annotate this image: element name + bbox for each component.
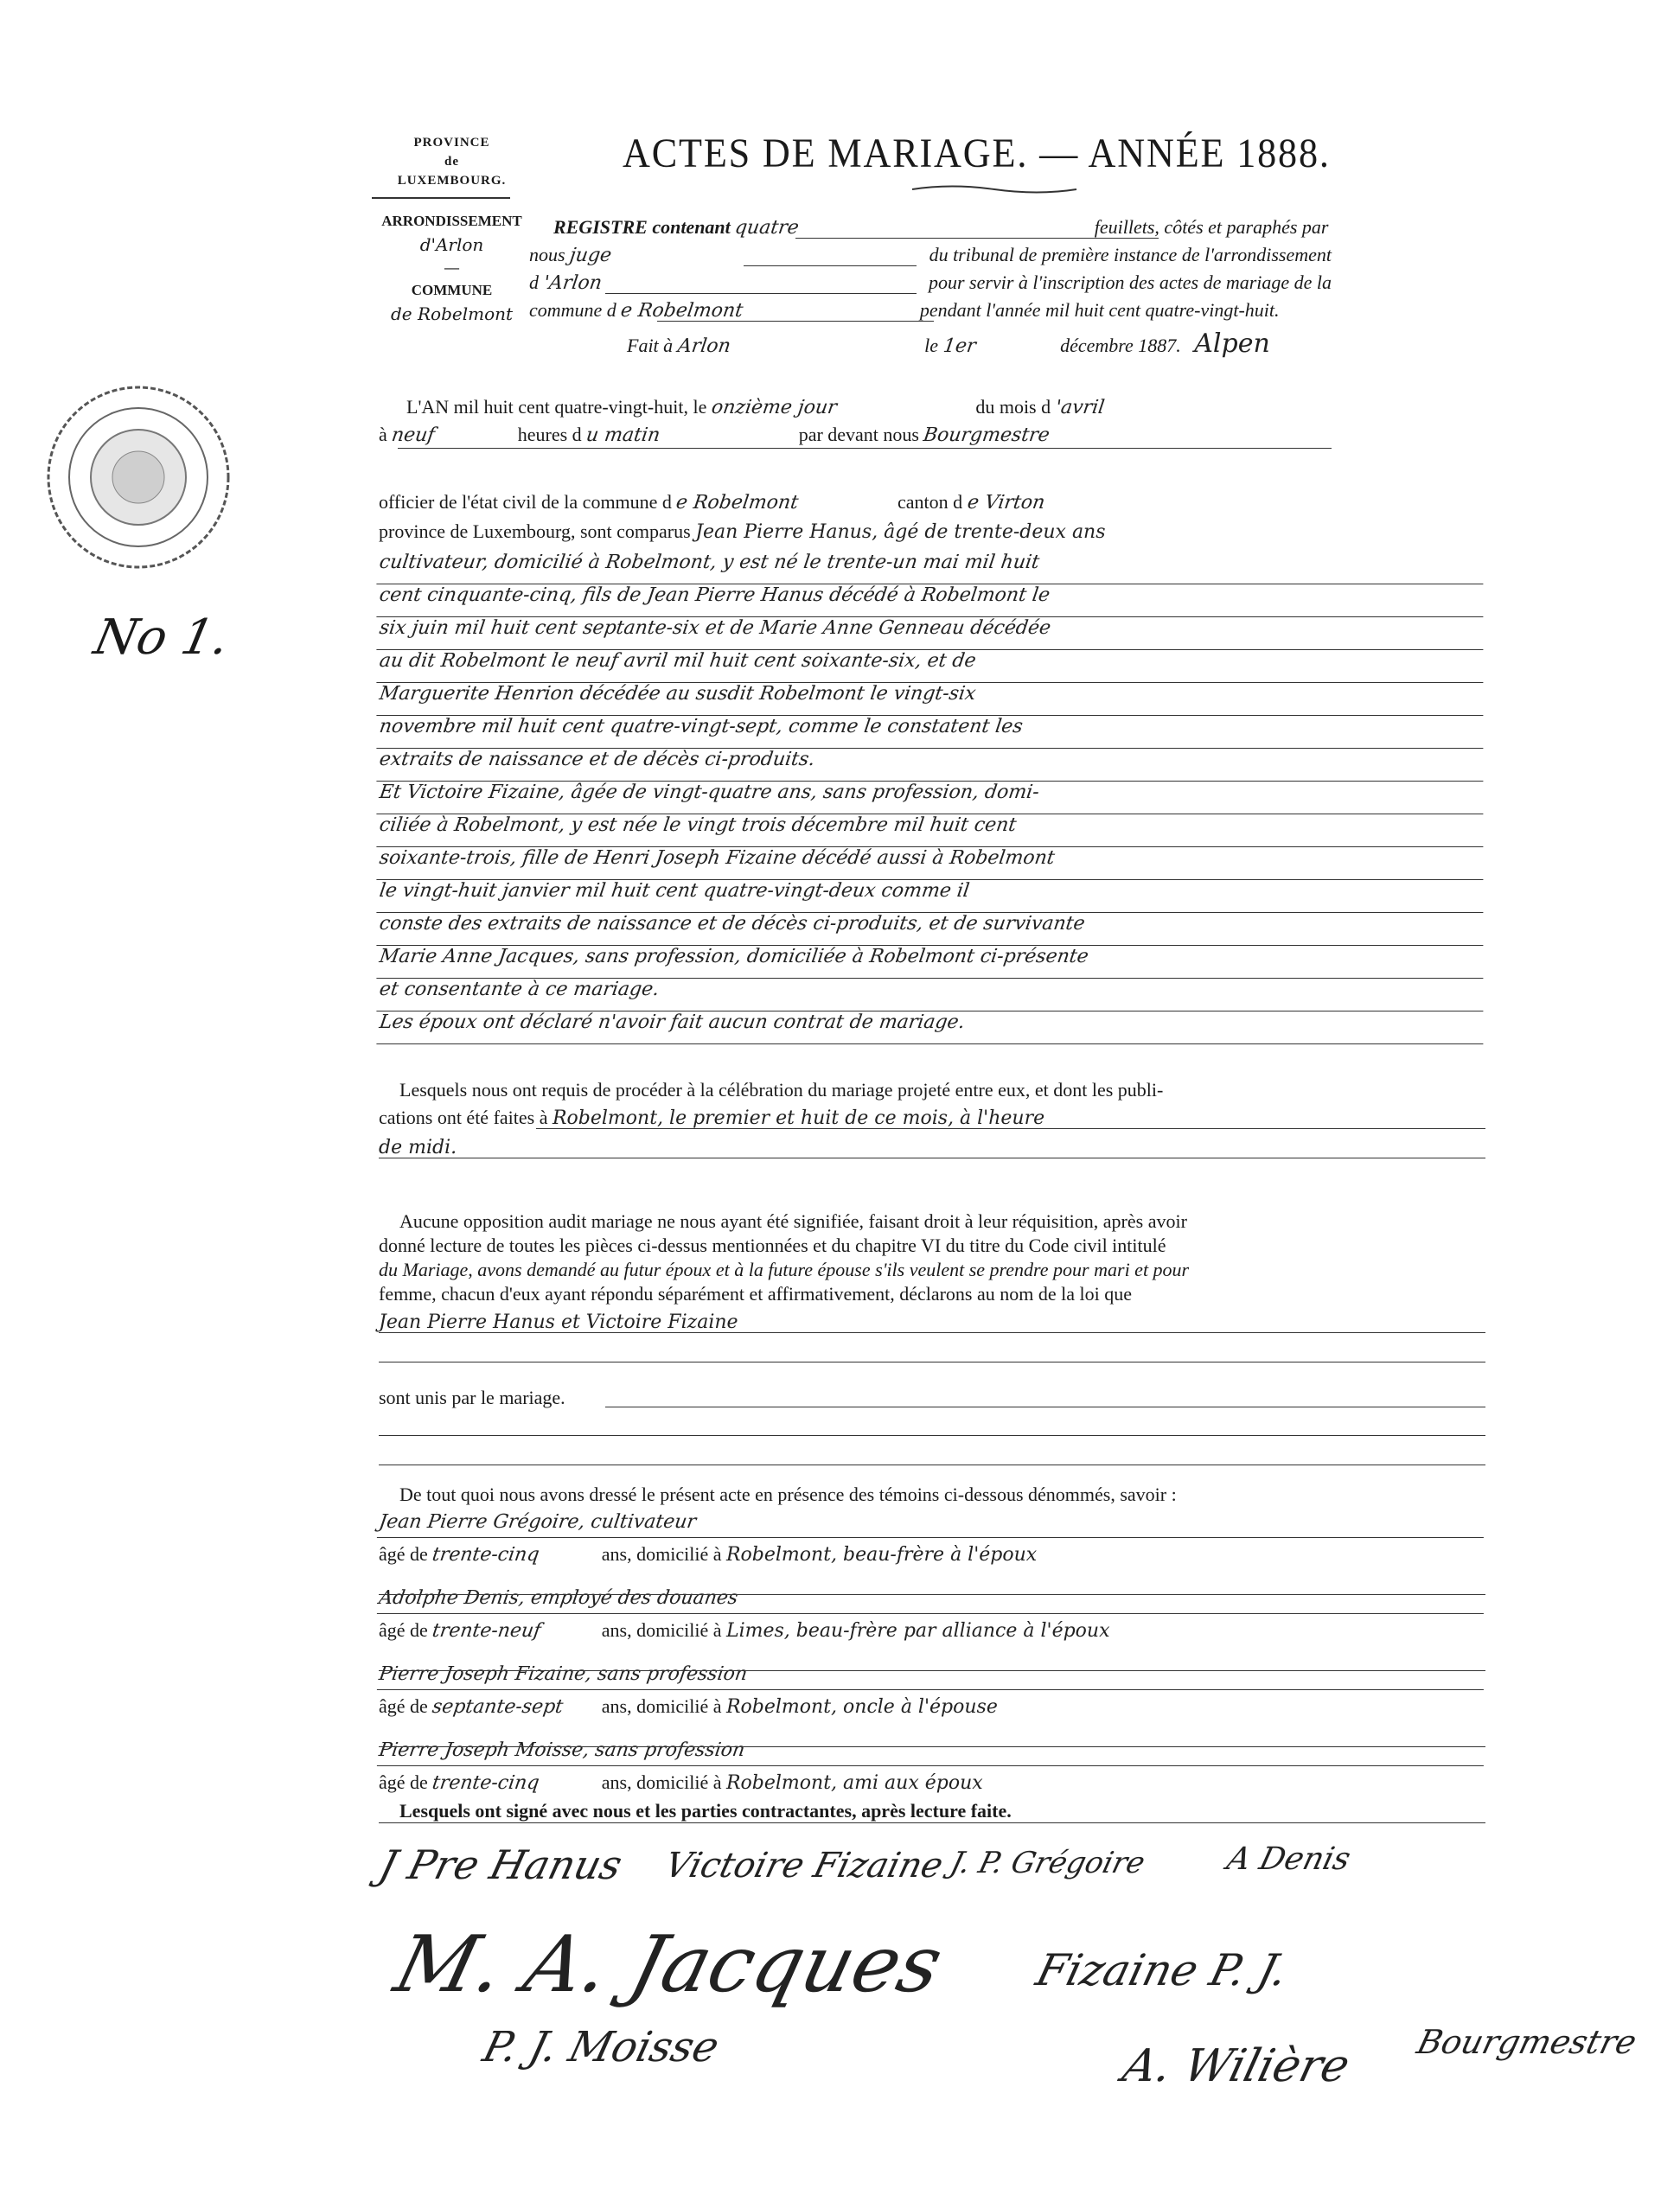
bourgmestre-title: Bourgmestre: [1413, 2023, 1641, 2061]
registre-feuillets-value: quatre: [733, 217, 801, 239]
body-line: Marguerite Henrion décédée au susdit Robelmont le vingt-six: [376, 683, 1487, 716]
spouses-names: Jean Pierre Hanus et Victoire Fizaine: [379, 1311, 738, 1333]
body-line: cent cinquante-cinq, fils de Jean Pierre Hanus décédé à Robelmont le: [376, 584, 1487, 617]
temoin-age: septante-sept: [431, 1696, 565, 1718]
opposition-line-2: donné lecture de toutes les pièces ci-dessus mentionnées et du chapitre VI du titre du Code civil intitulé: [379, 1235, 1166, 1256]
body-line: six juin mil huit cent septante-six et de Marie Anne Genneau décédée: [376, 617, 1487, 650]
temoin-domicile: Robelmont, beau-frère à l'époux: [725, 1544, 1038, 1566]
body-line: cultivateur, domicilié à Robelmont, y est né le trente-un mai mil huit: [376, 552, 1487, 584]
signature-mere: M. A. Jacques: [386, 1919, 951, 2010]
registre-fait-a-value: Arlon: [675, 335, 732, 357]
registre-signature: Alpen: [1194, 329, 1270, 359]
province-block: [372, 133, 532, 190]
body-line: et consentante à ce mariage.: [376, 979, 1487, 1011]
opening-day-value: onzième jour: [710, 397, 839, 418]
temoin-1: Jean Pierre Grégoire, cultivateur âgé de trente-cinq ans, domicilié à Robelmont, beau-frère à l'époux: [379, 1511, 1485, 1566]
comparant-name: Jean Pierre Hanus, âgé de trente-deux ans: [695, 521, 1106, 543]
page-title: ACTES DE MARIAGE. — ANNÉE 1888.: [623, 131, 1331, 176]
registre-commune-value: e Robelmont: [619, 300, 745, 322]
publications-place-value: Robelmont, le premier et huit de ce mois, à l'heure: [552, 1107, 1045, 1129]
arrondissement-label: ARRONDISSEMENT: [381, 213, 522, 229]
temoin-domicile: Robelmont, ami aux époux: [725, 1772, 983, 1794]
body-line: Et Victoire Fizaine, âgée de vingt-quatre ans, sans profession, domi-: [376, 782, 1487, 814]
province-label: PROVINCE: [413, 136, 490, 150]
officier-line-1: officier de l'état civil de la commune d e Robelmont canton d e Virton: [379, 491, 1365, 514]
opposition-line-3: du Mariage, avons demandé au futur époux et à la future épouse s'ils veulent se prendre pour mari et pour: [379, 1259, 1190, 1280]
province-de: de: [444, 155, 459, 169]
signature-epouse: Victoire Fizaine: [661, 1846, 948, 1886]
temoin-domicile: Robelmont, oncle à l'épouse: [725, 1696, 998, 1718]
temoin-age: trente-neuf: [431, 1620, 543, 1642]
opening-hour-value: neuf: [390, 424, 437, 446]
signature-epoux: J Pre Hanus: [374, 1841, 627, 1888]
registre-juge-value: juge: [568, 245, 613, 266]
registre-line-3: d 'Arlon pour servir à l'inscription des actes de mariage de la: [529, 271, 1332, 294]
body-line: soixante-trois, fille de Henri Joseph Fizaine décédé aussi à Robelmont: [376, 847, 1487, 880]
temoin-name: Pierre Joseph Fizaine, sans profession: [377, 1663, 1487, 1690]
publications-line-3: [379, 1136, 457, 1158]
opposition-line-4: femme, chacun d'eux ayant répondu séparément et affirmativement, déclarons au nom de la loi que: [379, 1283, 1132, 1305]
signature-bourgmestre: A. Wilière: [1117, 2040, 1355, 2092]
official-seal-stamp: [42, 380, 236, 575]
title-flourish: [908, 183, 1081, 195]
registre-line-1: REGISTRE contenant quatre feuillets, côtés et paraphés par: [553, 216, 1329, 239]
body-line: Les époux ont déclaré n'avoir fait aucun contrat de mariage.: [376, 1011, 1487, 1044]
act-number: No 1.: [89, 609, 234, 666]
temoins-intro: De tout quoi nous avons dressé le présent acte en présence des témoins ci-dessous dénommés, savoir :: [399, 1484, 1177, 1505]
officier-line-2: province de Luxembourg, sont comparus Jean Pierre Hanus, âgé de trente-deux ans: [379, 520, 1106, 543]
temoin-name: Adolphe Denis, employé des douanes: [377, 1587, 1487, 1614]
publications-line-1: Lesquels nous ont requis de procéder à la célébration du mariage projeté entre eux, et dont les publi-: [399, 1079, 1164, 1101]
commune-value: de Robelmont: [390, 303, 514, 324]
province-name: LUXEMBOURG.: [397, 174, 507, 188]
arrondissement-value: d'Arlon: [419, 234, 484, 255]
opening-month-value: 'avril: [1053, 397, 1106, 418]
registre-line-2: nous juge du tribunal de première instance de l'arrondissement: [529, 244, 1332, 266]
body-line: le vingt-huit janvier mil huit cent quatre-vingt-deux comme il: [376, 880, 1487, 913]
temoins-closing: Lesquels ont signé avec nous et les parties contractantes, après lecture faite.: [399, 1800, 1012, 1822]
opening-line-2: à neuf heures d u matin par devant nous Bourgmestre: [379, 424, 1200, 446]
officier-canton-value: e Virton: [965, 492, 1046, 514]
sidebar-divider: [372, 197, 510, 199]
temoin-domicile: Limes, beau-frère par alliance à l'époux: [725, 1620, 1110, 1642]
registre-arrondissement-value: 'Arlon: [541, 272, 604, 294]
registre-date-value: 1er: [941, 335, 977, 357]
unis-line: sont unis par le mariage.: [379, 1387, 565, 1408]
opening-period-value: u matin: [584, 424, 662, 446]
temoin-3: Pierre Joseph Fizaine, sans profession âgé de septante-sept ans, domicilié à Robelmont, oncle à l'épouse: [379, 1663, 1485, 1718]
temoin-name: Pierre Joseph Moisse, sans profession: [377, 1739, 1487, 1766]
signature-temoin-1: J. P. Grégoire: [947, 1846, 1149, 1880]
body-line: Marie Anne Jacques, sans profession, domiciliée à Robelmont ci-présente: [376, 946, 1487, 979]
opposition-line-1: Aucune opposition audit mariage ne nous ayant été signifiée, faisant droit à leur réquisition, après avoir: [399, 1210, 1187, 1232]
temoin-name: Jean Pierre Grégoire, cultivateur: [377, 1511, 1487, 1538]
signature-temoin-4: P. J. Moisse: [478, 2023, 725, 2071]
publications-line-2: cations ont été faites à Robelmont, le premier et huit de ce mois, à l'heure: [379, 1107, 1045, 1129]
opposition-line-5: [379, 1311, 738, 1333]
commune-label: COMMUNE: [411, 282, 493, 298]
body-line: conste des extraits de naissance et de décès ci-produits, et de survivante: [376, 913, 1487, 946]
registre-line-4: commune d e Robelmont pendant l'année mil huit cent quatre-vingt-huit.: [529, 299, 1280, 322]
opening-officer-value: Bourgmestre: [922, 424, 1051, 446]
opening-line-1: L'AN mil huit cent quatre-vingt-huit, le onzième jour du mois d 'avril: [406, 396, 1246, 418]
handwritten-body: [379, 552, 1485, 1044]
registre-line-5: Fait à Arlon le 1er décembre 1887. Alpen: [627, 329, 1270, 359]
signature-temoin-2: A Denis: [1223, 1841, 1354, 1877]
body-line: extraits de naissance et de décès ci-produits.: [376, 749, 1487, 782]
officier-commune-value: e Robelmont: [674, 492, 801, 514]
body-line: ciliée à Robelmont, y est née le vingt trois décembre mil huit cent: [376, 814, 1487, 847]
body-line: novembre mil huit cent quatre-vingt-sept, comme le constatent les: [376, 716, 1487, 749]
signature-temoin-3: Fizaine P. J.: [1031, 1945, 1294, 1995]
body-line: au dit Robelmont le neuf avril mil huit cent soixante-six, et de: [376, 650, 1487, 683]
temoin-age: trente-cinq: [431, 1772, 541, 1794]
publications-time-value: de midi.: [379, 1137, 457, 1158]
temoin-age: trente-cinq: [431, 1544, 541, 1566]
temoin-2: Adolphe Denis, employé des douanes âgé de trente-neuf ans, domicilié à Limes, beau-frère par alliance à l'époux: [379, 1587, 1485, 1642]
temoin-4: Pierre Joseph Moisse, sans profession âgé de trente-cinq ans, domicilié à Robelmont, ami aux époux: [379, 1739, 1485, 1794]
arrondissement-block: ARRONDISSEMENT d'Arlon — COMMUNE de Robelmont: [372, 210, 532, 326]
